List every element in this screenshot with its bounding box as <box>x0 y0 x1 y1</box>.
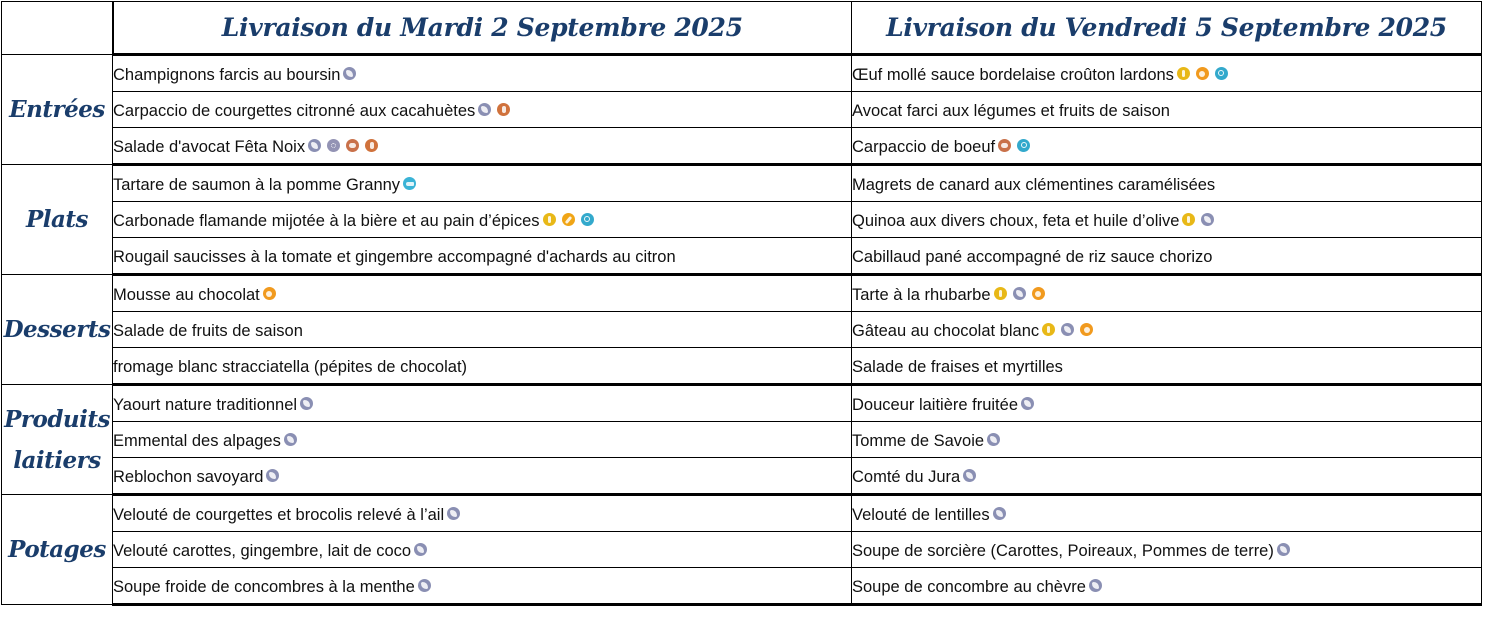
lactose-icon <box>963 469 976 482</box>
dish-name: Velouté de lentilles <box>852 506 990 524</box>
dish-name: Carbonade flamande mijotée à la bière et au pain d’épices <box>113 212 540 230</box>
dish-cell-vendredi <box>852 458 1482 495</box>
dish-cell-mardi <box>113 128 852 165</box>
lactose-icon <box>343 67 356 80</box>
nut-icon <box>365 139 378 152</box>
table-row <box>2 128 1482 165</box>
lactose-icon <box>418 579 431 592</box>
lactose-icon <box>1201 213 1214 226</box>
table-row <box>2 55 1482 92</box>
dish-name: Rougail saucisses à la tomate et gingembre accompagné d'achards au citron <box>113 248 676 266</box>
dish-name: Reblochon savoyard <box>113 468 264 486</box>
dish-cell-mardi <box>113 385 852 422</box>
lactose-icon <box>478 103 491 116</box>
category-label: Produits laitiers <box>2 385 113 495</box>
dish-name: Tartare de saumon à la pomme Granny <box>113 176 401 194</box>
table-row <box>2 385 1482 422</box>
dish-cell-mardi <box>113 202 852 238</box>
lactose-icon <box>993 507 1006 520</box>
egg-icon <box>1196 67 1209 80</box>
dish-name: Carpaccio de courgettes citronné aux cacahuètes <box>113 102 476 120</box>
menu-body <box>2 55 1482 605</box>
celery-icon <box>1215 67 1228 80</box>
dish-name: fromage blanc stracciatella (pépites de chocolat) <box>113 358 468 376</box>
lactose-icon <box>284 433 297 446</box>
dish-cell-mardi <box>113 458 852 495</box>
table-row <box>2 275 1482 312</box>
lactose-icon <box>266 469 279 482</box>
egg-icon <box>1032 287 1045 300</box>
dish-name: Douceur laitière fruitée <box>852 396 1018 414</box>
cereal-icon <box>543 213 556 226</box>
dish-name: Avocat farci aux légumes et fruits de saison <box>852 102 1170 120</box>
dish-name: Tomme de Savoie <box>852 432 985 450</box>
table-row <box>2 458 1482 495</box>
soy-icon <box>998 139 1011 152</box>
mustard-icon <box>562 213 575 226</box>
table-row <box>2 422 1482 458</box>
corner-cell <box>2 2 113 55</box>
dish-cell-mardi <box>113 275 852 312</box>
lactose-icon <box>1277 543 1290 556</box>
dish-name: Yaourt nature traditionnel <box>113 396 298 414</box>
dish-cell-vendredi <box>852 165 1482 202</box>
celery-icon <box>1017 139 1030 152</box>
dish-name: Soupe froide de concombres à la menthe <box>113 578 415 596</box>
category-label: Desserts <box>2 275 113 385</box>
dish-name: Soupe de concombre au chèvre <box>852 578 1086 596</box>
dish-cell-mardi <box>113 165 852 202</box>
lactose-icon <box>308 139 321 152</box>
dish-name: Quinoa aux divers choux, feta et huile d’olive <box>852 212 1180 230</box>
dish-cell-vendredi <box>852 92 1482 128</box>
table-row <box>2 532 1482 568</box>
lactose-icon <box>987 433 1000 446</box>
dish-name: Gâteau au chocolat blanc <box>852 322 1040 340</box>
egg-icon <box>263 287 276 300</box>
table-row <box>2 92 1482 128</box>
table-row <box>2 202 1482 238</box>
table-row <box>2 495 1482 532</box>
dish-cell-vendredi <box>852 238 1482 275</box>
category-label: Potages <box>2 495 113 605</box>
dish-cell-vendredi <box>852 568 1482 605</box>
nut-icon <box>497 103 510 116</box>
soy-icon <box>346 139 359 152</box>
dish-name: Cabillaud pané accompagné de riz sauce chorizo <box>852 248 1213 266</box>
dish-cell-vendredi <box>852 495 1482 532</box>
table-row <box>2 568 1482 605</box>
dish-cell-vendredi <box>852 348 1482 385</box>
fish-icon <box>403 177 416 190</box>
dish-cell-mardi <box>113 238 852 275</box>
header-row <box>2 2 1482 55</box>
category-label: Entrées <box>2 55 113 165</box>
dish-name: Mousse au chocolat <box>113 286 260 304</box>
table-row <box>2 312 1482 348</box>
cereal-icon <box>994 287 1007 300</box>
dish-cell-mardi <box>113 422 852 458</box>
dish-cell-vendredi <box>852 128 1482 165</box>
dish-name: Emmental des alpages <box>113 432 281 450</box>
dish-name: Salade de fruits de saison <box>113 322 303 340</box>
lactose-icon <box>1021 397 1034 410</box>
dish-name: Champignons farcis au boursin <box>113 66 341 84</box>
lactose-icon <box>1013 287 1026 300</box>
dish-cell-mardi <box>113 568 852 605</box>
dish-cell-vendredi <box>852 532 1482 568</box>
table-row <box>2 165 1482 202</box>
table-row <box>2 348 1482 385</box>
lactose-icon <box>300 397 313 410</box>
dish-name: Velouté carottes, gingembre, lait de coco <box>113 542 412 560</box>
dish-name: Magrets de canard aux clémentines caramélisées <box>852 176 1216 194</box>
celery-icon <box>581 213 594 226</box>
dish-cell-vendredi <box>852 275 1482 312</box>
lactose-icon <box>1061 323 1074 336</box>
lactose-icon <box>414 543 427 556</box>
header-mardi: Livraison du Mardi 2 Septembre 2025 <box>113 2 852 55</box>
dish-name: Salade d'avocat Fêta Noix <box>113 138 306 156</box>
dish-name: Soupe de sorcière (Carottes, Poireaux, Pommes de terre) <box>852 542 1274 560</box>
egg-icon <box>1080 323 1093 336</box>
dish-name: Œuf mollé sauce bordelaise croûton lardons <box>852 66 1174 84</box>
dish-cell-mardi <box>113 348 852 385</box>
lactose-icon <box>447 507 460 520</box>
menu-table <box>1 1 1482 606</box>
dish-name: Carpaccio de boeuf <box>852 138 996 156</box>
dish-cell-mardi <box>113 55 852 92</box>
dish-cell-mardi <box>113 495 852 532</box>
cereal-icon <box>1177 67 1190 80</box>
header-vendredi: Livraison du Vendredi 5 Septembre 2025 <box>852 2 1482 55</box>
category-label: Plats <box>2 165 113 275</box>
dish-cell-vendredi <box>852 55 1482 92</box>
dish-cell-vendredi <box>852 385 1482 422</box>
dish-name: Velouté de courgettes et brocolis relevé à l’ail <box>113 506 445 524</box>
table-row <box>2 238 1482 275</box>
dish-cell-vendredi <box>852 422 1482 458</box>
sesame-icon <box>327 139 340 152</box>
dish-name: Tarte à la rhubarbe <box>852 286 991 304</box>
dish-cell-mardi <box>113 312 852 348</box>
lactose-icon <box>1089 579 1102 592</box>
dish-name: Comté du Jura <box>852 468 961 486</box>
cereal-icon <box>1042 323 1055 336</box>
dish-name: Salade de fraises et myrtilles <box>852 358 1063 376</box>
dish-cell-vendredi <box>852 202 1482 238</box>
cereal-icon <box>1182 213 1195 226</box>
dish-cell-mardi <box>113 92 852 128</box>
dish-cell-vendredi <box>852 312 1482 348</box>
dish-cell-mardi <box>113 532 852 568</box>
